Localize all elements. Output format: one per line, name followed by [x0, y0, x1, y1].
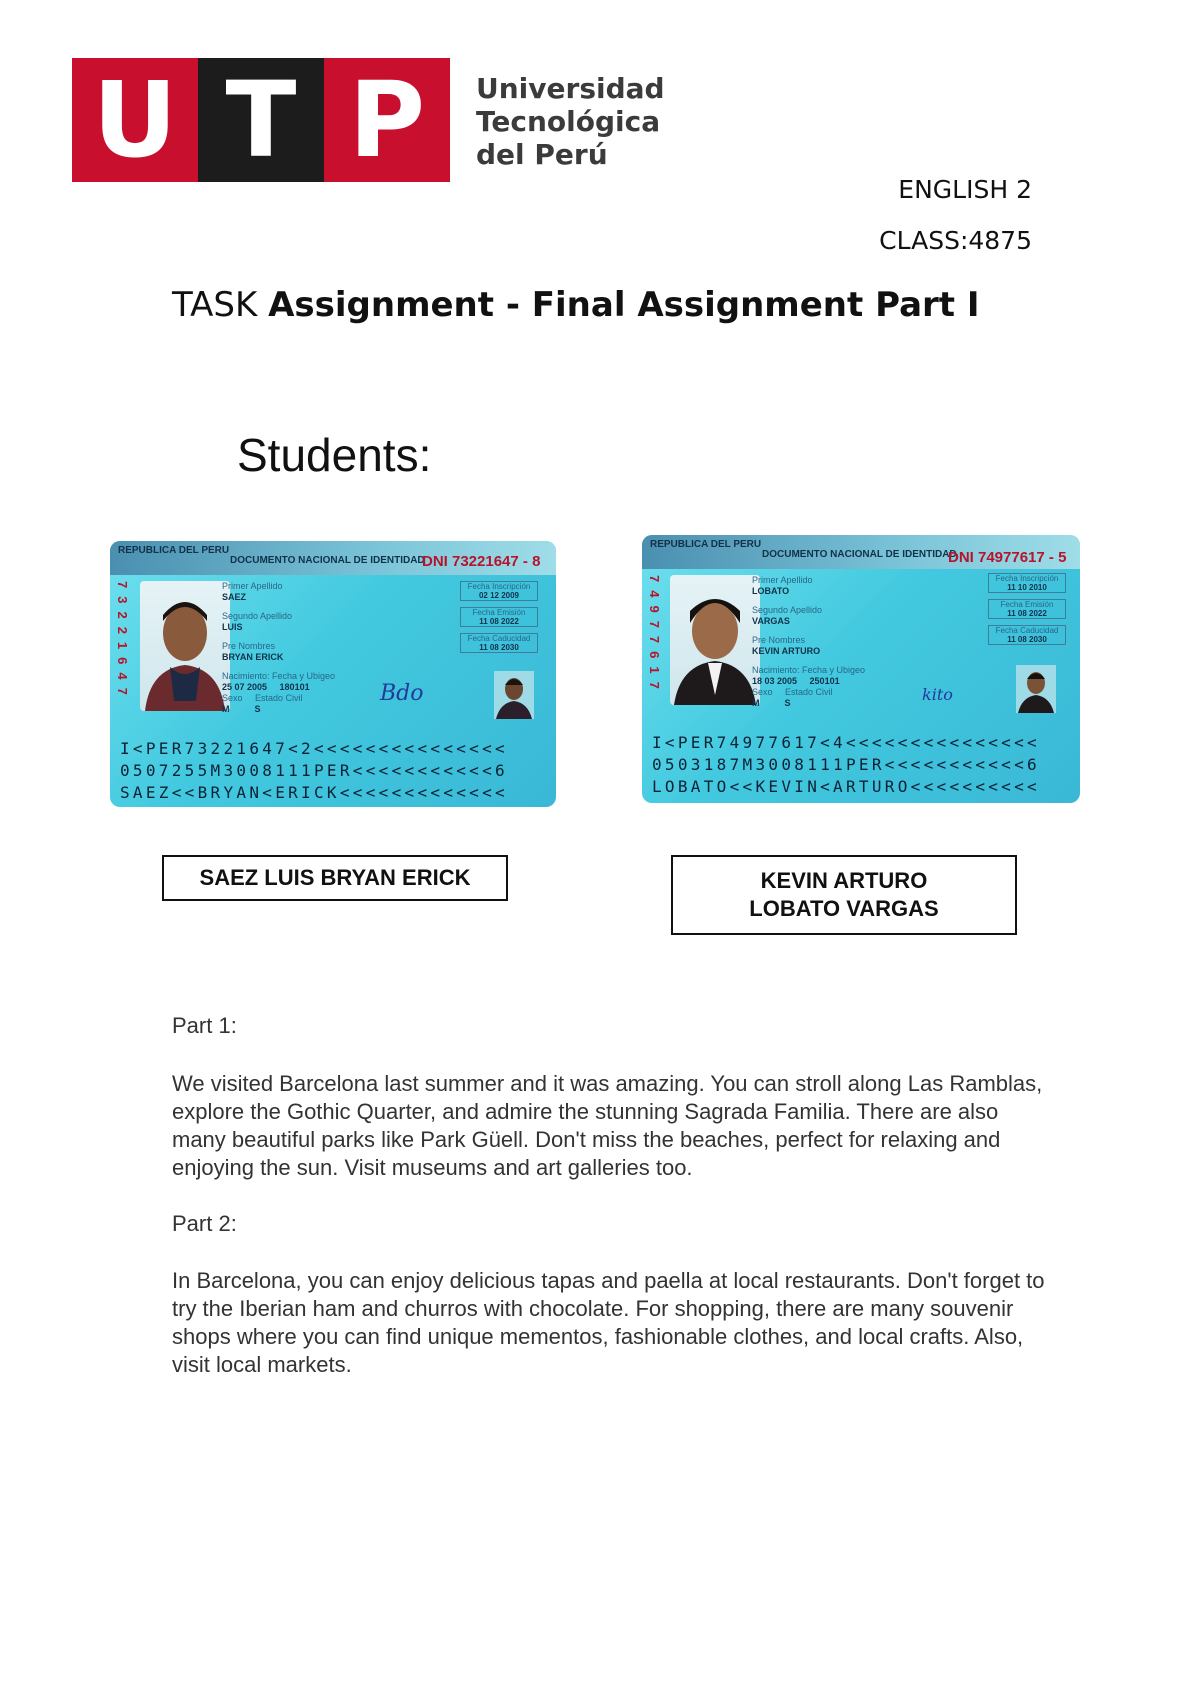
- value-primer-apellido: LOBATO: [752, 586, 790, 596]
- label-sexo: Sexo Estado Civil: [222, 693, 303, 703]
- class-number: CLASS:4875: [879, 226, 1032, 255]
- label-nacimiento: Nacimiento: Fecha y Ubigeo: [222, 671, 336, 681]
- logo-letter-u: U: [72, 58, 198, 182]
- label-primer-apellido: Primer Apellido: [222, 581, 283, 591]
- date-emision: Fecha Emisión 11 08 2022: [460, 607, 538, 627]
- page-title: [172, 280, 1052, 330]
- mrz-line-2: 0503187M3008111PER<<<<<<<<<<<6: [652, 755, 1040, 774]
- mrz-line-1: I<PER74977617<4<<<<<<<<<<<<<<<: [652, 733, 1040, 752]
- mrz-line-3: LOBATO<<KEVIN<ARTURO<<<<<<<<<<: [652, 777, 1040, 796]
- card-signature: Bdo: [380, 681, 424, 706]
- card-doc-name: DOCUMENTO NACIONAL DE IDENTIDAD: [762, 549, 957, 560]
- part1-label: Part 1:: [172, 1013, 237, 1038]
- card-vertical-number: 73221647: [115, 581, 130, 703]
- label-segundo-apellido: Segundo Apellido: [752, 605, 823, 615]
- value-nacimiento: 25 07 2005 180101: [222, 682, 310, 692]
- value-segundo-apellido: VARGAS: [752, 616, 790, 626]
- logo-letter-p: P: [324, 58, 450, 182]
- utp-logo: [72, 58, 450, 182]
- value-nacimiento: 18 03 2005 250101: [752, 676, 840, 686]
- date-caducidad: Fecha Caducidad 11 08 2030: [460, 633, 538, 653]
- value-sexo: M S: [752, 698, 791, 708]
- value-prenombres: BRYAN ERICK: [222, 652, 284, 662]
- card-vertical-number: 74977617: [647, 575, 662, 697]
- card-mini-photo: [494, 671, 534, 719]
- logo-wordmark: [476, 72, 665, 171]
- label-prenombres: Pre Nombres: [222, 641, 276, 651]
- card-photo: [670, 575, 760, 705]
- part1-paragraph: We visited Barcelona last summer and it was amazing. You can stroll along Las Ramblas, explore the Gothic Quarter, and admire the stunning Sagrada Familia. There are also many beautiful parks like Park Güell. Don't miss the beaches, perfect for relaxing and enjoying the sun. Visit museums and art galleries too.: [172, 1071, 1043, 1180]
- label-sexo: Sexo Estado Civil: [752, 687, 833, 697]
- date-emision: Fecha Emisión 11 08 2022: [988, 599, 1066, 619]
- part2-label: Part 2:: [172, 1211, 237, 1236]
- value-prenombres: KEVIN ARTURO: [752, 646, 821, 656]
- logo-letter-t: T: [198, 58, 324, 182]
- label-segundo-apellido: Segundo Apellido: [222, 611, 293, 621]
- card-dni-number: DNI 74977617 - 5: [948, 549, 1067, 566]
- part2-paragraph: In Barcelona, you can enjoy delicious tapas and paella at local restaurants. Don't forget to try the Iberian ham and churros with chocolate. For shopping, there are many souvenir shops where you can find unique mementos, fashionable clothes, and local crafts. Also, visit local markets.: [172, 1268, 1045, 1377]
- student-name-1: SAEZ LUIS BRYAN ERICK: [162, 855, 508, 901]
- mrz-line-1: I<PER73221647<2<<<<<<<<<<<<<<<: [120, 739, 508, 758]
- label-primer-apellido: Primer Apellido: [752, 575, 813, 585]
- value-segundo-apellido: LUIS: [222, 622, 243, 632]
- card-mini-photo: [1016, 665, 1056, 713]
- mrz-line-3: SAEZ<<BRYAN<ERICK<<<<<<<<<<<<<: [120, 783, 508, 802]
- label-prenombres: Pre Nombres: [752, 635, 806, 645]
- id-card-1: [110, 541, 556, 807]
- mrz-line-2: 0507255M3008111PER<<<<<<<<<<<6: [120, 761, 508, 780]
- course-name: ENGLISH 2: [898, 175, 1032, 204]
- label-nacimiento: Nacimiento: Fecha y Ubigeo: [752, 665, 866, 675]
- students-heading: Students:: [237, 429, 432, 481]
- card-country: REPUBLICA DEL PERU: [118, 545, 230, 556]
- card-signature: kito: [922, 685, 953, 704]
- date-inscripcion: Fecha Inscripción 11 10 2010: [988, 573, 1066, 593]
- value-sexo: M S: [222, 704, 261, 714]
- id-card-2: [642, 535, 1080, 803]
- card-dni-number: DNI 73221647 - 8: [422, 553, 541, 570]
- logo-line-3: del Perú: [476, 138, 608, 171]
- value-primer-apellido: SAEZ: [222, 592, 247, 602]
- date-inscripcion: Fecha Inscripción 02 12 2009: [460, 581, 538, 601]
- logo-line-2: Tecnológica: [476, 105, 661, 138]
- card-doc-name: DOCUMENTO NACIONAL DE IDENTIDAD: [230, 555, 425, 566]
- student-name-2: KEVIN ARTURO LOBATO VARGAS: [671, 855, 1017, 935]
- title-main: Assignment - Final Assignment Part I: [268, 285, 980, 325]
- title-prefix: TASK: [172, 285, 258, 325]
- card-photo: [140, 581, 230, 711]
- date-caducidad: Fecha Caducidad 11 08 2030: [988, 625, 1066, 645]
- logo-line-1: Universidad: [476, 72, 665, 105]
- card-country: REPUBLICA DEL PERU: [650, 539, 762, 550]
